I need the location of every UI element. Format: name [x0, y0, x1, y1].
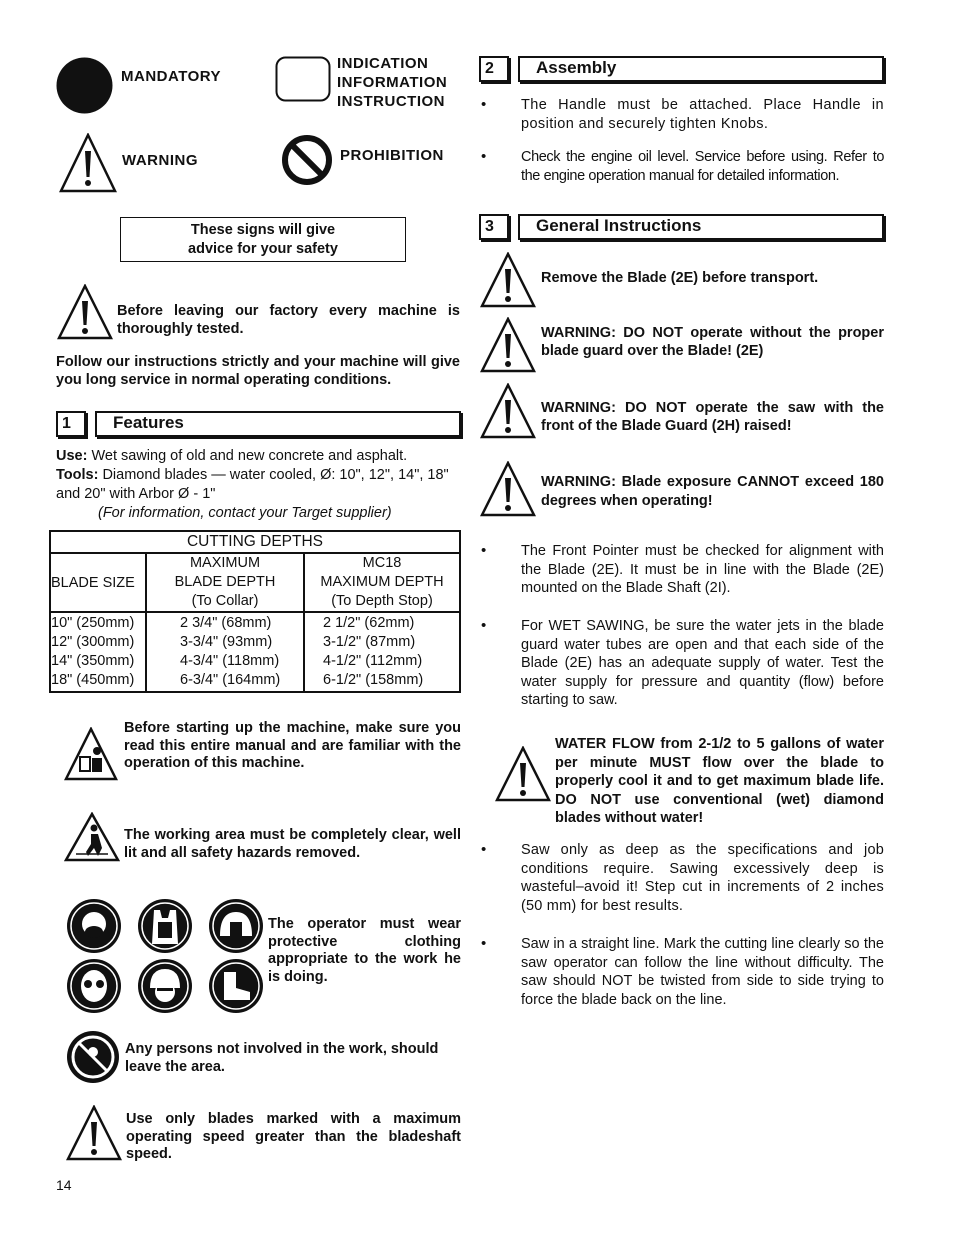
- bullet: •: [481, 542, 487, 559]
- page-number: 14: [56, 1177, 72, 1193]
- indication-labels: [337, 54, 447, 111]
- protective-clothing-text: The operator must wear protective clothing appropriate to the work he is doing.: [268, 916, 461, 985]
- information-label: INFORMATION: [337, 74, 448, 91]
- table-cell: 3-3/4" (93mm): [180, 634, 273, 650]
- warning-triangle-icon: [59, 133, 117, 193]
- warning-triangle-icon: [66, 1105, 122, 1161]
- table-cell: 4-1/2" (112mm): [323, 653, 423, 669]
- bullet: •: [481, 148, 487, 165]
- signs-note-line2: advice for your safety: [188, 241, 338, 257]
- section-2-number: 2: [479, 56, 509, 82]
- hard-hat-icon: [208, 898, 264, 954]
- col-max-depth-values: [304, 612, 460, 692]
- table-cell: 6-3/4" (164mm): [180, 672, 281, 688]
- table-cell: 4-3/4" (118mm): [180, 653, 280, 669]
- col-max-depth-header: [304, 553, 460, 612]
- general-item-straight-line: Saw in a straight line. Mark the cutting line clearly so the saw operator can follow the line without difficulty. The saw should NOT be twisted from side to side trying to force the blade back on the line.: [521, 936, 884, 1008]
- table-cell: 12" (300mm): [51, 634, 135, 650]
- read-manual-warning-icon: [64, 727, 118, 781]
- warning-label: WARNING: [122, 152, 198, 169]
- cutting-depths-table: [49, 530, 461, 693]
- bullet: •: [481, 96, 487, 113]
- use-label: Use:: [56, 448, 88, 464]
- follow-text: Follow our instructions strictly and your machine will give you long service in normal operating conditions.: [56, 354, 460, 388]
- header-line: MAXIMUM: [189, 555, 261, 571]
- features-use: [56, 447, 462, 466]
- assembly-item-2: Check the engine oil level. Service before using. Refer to the engine operation manual for detailed information.: [521, 149, 884, 184]
- working-area-text: The working area must be completely clear, well lit and all safety hazards removed.: [124, 827, 461, 861]
- mandatory-label: MANDATORY: [121, 68, 222, 85]
- tested-text: Before leaving our factory every machine is thoroughly tested.: [117, 303, 460, 337]
- col-blade-size-values: [50, 612, 146, 692]
- warning-triangle-icon: [480, 383, 536, 439]
- use-text: Wet sawing of old and new concrete and asphalt.: [91, 448, 408, 464]
- warning-guard-raised: WARNING: DO NOT operate the saw with the front of the Blade Guard (2H) raised!: [541, 400, 884, 434]
- assembly-item-1: The Handle must be attached. Place Handle in position and securely tighten Knobs.: [521, 97, 884, 132]
- table-cell: 14" (350mm): [51, 653, 135, 669]
- signs-note-line1: These signs will give: [190, 222, 336, 238]
- no-bystanders-icon: [66, 1030, 120, 1084]
- col-blade-size-header: BLADE SIZE: [50, 553, 146, 612]
- read-manual-text: Before starting up the machine, make sure you read this entire manual and are familiar with the operation of this machine.: [124, 720, 461, 771]
- warning-triangle-icon: [495, 746, 551, 802]
- table-cell: 18" (450mm): [51, 672, 135, 688]
- tools-text: Diamond blades — water cooled, Ø: 10", 12", 14", 18" and 20" with Arbor Ø - 1": [56, 467, 449, 502]
- table-cell: 3-1/2" (87mm): [323, 634, 416, 650]
- features-info: (For information, contact your Target supplier): [98, 505, 392, 521]
- general-item-wet-sawing: For WET SAWING, be sure the water jets in the blade guard water tubes are open and that each side of the Blade (2E) has an adequate supply of water. Test the water supply for pressure and quantity (flow) before starting to saw.: [521, 618, 884, 708]
- water-flow-warning: WATER FLOW from 2-1/2 to 5 gallons of water per minute MUST flow over the blade to properly cool it and to get maximum blade life. DO NOT use conventional (wet) diamond blades without water!: [555, 736, 884, 826]
- table-cell: 2 1/2" (62mm): [323, 615, 415, 631]
- ear-protection-icon: [66, 898, 122, 954]
- prohibition-label: PROHIBITION: [340, 147, 444, 164]
- table-title: CUTTING DEPTHS: [50, 531, 460, 553]
- section-1-number: 1: [56, 411, 86, 437]
- safety-vest-icon: [137, 898, 193, 954]
- general-item-saw-depth: Saw only as deep as the specifications and job conditions require. Sawing excessively deep is wasteful–avoid it! Step cut in increments of 2 inches (50 mm) for best results.: [521, 842, 884, 914]
- table-cell: 2 3/4" (68mm): [180, 615, 272, 631]
- indication-icon: [275, 56, 331, 102]
- warning-blade-guard: WARNING: DO NOT operate without the proper blade guard over the Blade! (2E): [541, 325, 884, 359]
- header-line: (To Collar): [191, 593, 259, 609]
- mandatory-icon: [56, 57, 113, 114]
- header-line: MAXIMUM DEPTH: [320, 574, 444, 590]
- signs-note-box: [120, 217, 406, 262]
- safety-goggles-icon: [66, 958, 122, 1014]
- table-cell: 10" (250mm): [51, 615, 135, 631]
- ppe-icons-group: [66, 898, 264, 1014]
- prohibition-icon: [280, 133, 334, 187]
- warning-triangle-icon: [480, 317, 536, 373]
- bullet: •: [481, 841, 487, 858]
- warning-triangle-icon: [57, 284, 113, 340]
- bullet: •: [481, 617, 487, 634]
- section-3-number: 3: [479, 214, 509, 240]
- section-2-title: Assembly: [518, 56, 884, 82]
- safety-boots-icon: [208, 958, 264, 1014]
- bullet: •: [481, 935, 487, 952]
- working-area-warning-icon: [64, 812, 120, 862]
- warning-triangle-icon: [480, 461, 536, 517]
- helmet-icon: [137, 958, 193, 1014]
- header-line: (To Depth Stop): [331, 593, 433, 609]
- table-cell: 6-1/2" (158mm): [323, 672, 424, 688]
- warning-remove-blade: Remove the Blade (2E) before transport.: [541, 270, 819, 286]
- warning-blade-exposure: WARNING: Blade exposure CANNOT exceed 180 degrees when operating!: [541, 474, 884, 509]
- general-item-front-pointer: The Front Pointer must be checked for alignment with the Blade (2E). It must be in line with the Blade (2E) mounted on the Blade Shaft (2I).: [521, 543, 884, 596]
- section-1-title: Features: [95, 411, 461, 437]
- section-3-title: General Instructions: [518, 214, 884, 240]
- features-tools: [56, 466, 462, 503]
- persons-text: Any persons not involved in the work, should leave the area.: [125, 1041, 439, 1075]
- warning-triangle-icon: [480, 252, 536, 308]
- header-line: MC18: [362, 555, 402, 571]
- blade-speed-text: Use only blades marked with a maximum operating speed greater than the bladeshaft speed.: [126, 1111, 461, 1162]
- tools-label: Tools:: [56, 467, 99, 483]
- instruction-label: INSTRUCTION: [337, 93, 445, 110]
- col-max-blade-depth-header: [146, 553, 304, 612]
- indication-label: INDICATION: [337, 55, 429, 72]
- col-max-blade-depth-values: [146, 612, 304, 692]
- header-line: BLADE DEPTH: [174, 574, 276, 590]
